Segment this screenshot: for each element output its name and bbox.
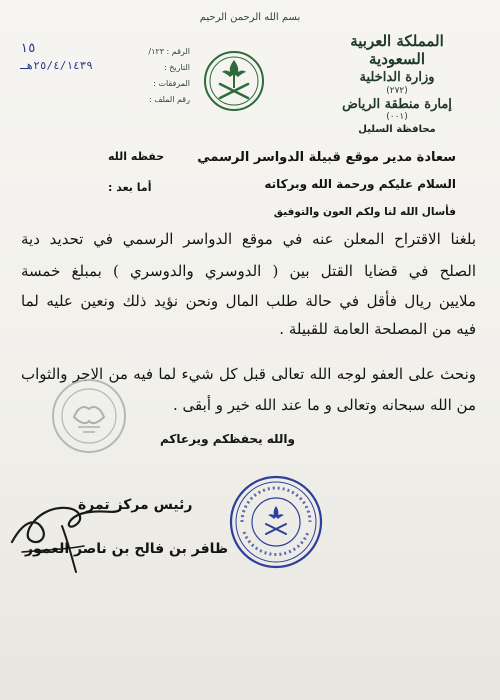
body-line: الصلح في قضايا القتل بين ( الدوسري والدوسري ) بمبلغ خمسة (21, 262, 476, 280)
body-line: ونحث على العفو لوجه الله تعالى قبل كل شيء لما فيه من الاجر والثواب (21, 365, 476, 383)
signatory-title: رئيس مركز تمرة (78, 497, 193, 513)
emirate-code: (٠٠١) (386, 112, 408, 122)
date-label: التاريخ : (163, 63, 190, 72)
reference-block (20, 40, 190, 104)
greeting: السلام عليكم ورحمة الله وبركاته (264, 177, 456, 191)
amma-bad: أما بعد : (108, 181, 152, 194)
body-line: بلغنا الاقتراح المعلن عنه في موقع الدواسر الرسمي في تحديد دية (21, 230, 476, 248)
body-line: فيه من المصلحة العامة للقبيلة . (279, 320, 476, 338)
ministry-code: (٢٧٢) (386, 86, 408, 96)
closing-line: والله يحفظكم ويرعاكم (160, 432, 295, 446)
number-label: الرقم : ١٢٣/ (148, 47, 190, 56)
handwritten-signature-icon (2, 480, 132, 575)
official-stamp-icon (228, 474, 324, 570)
date-value: ٢٥/٤/١٤٣٩هـ (20, 59, 93, 72)
prayer-line: فأسال الله لنا ولكم العون والتوفيق (273, 206, 456, 218)
body-line: من الله سبحانه وتعالى و ما عند الله خير و أبقى . (173, 396, 476, 414)
attachments-label: المرفقات : (153, 79, 190, 88)
honorific: حفظه الله (108, 150, 165, 163)
governorate-name: محافظة السليل (358, 124, 436, 135)
tribe-seal-icon (50, 377, 128, 455)
number-value: ١٥ (20, 41, 36, 56)
emirate-name: إمارة منطقة الرياض (342, 97, 452, 112)
letterhead (322, 32, 472, 135)
file-number-label: رقم الملف : (148, 95, 190, 104)
signatory-name: ظافر بن فالح بن ناصر العمور (25, 541, 229, 557)
addressee: سعادة مدير موقع قبيلة الدواسر الرسمي (197, 150, 456, 165)
body-line: ملايين ريال فأقل في حالة طلب المال ونحن نؤيد ذلك ونعين عليه لما (21, 292, 476, 310)
saudi-emblem-icon (203, 50, 265, 112)
bismillah: بسم الله الرحمن الرحيم (199, 12, 301, 23)
ministry-name: وزارة الداخلية (359, 70, 435, 85)
kingdom-name: المملكة العربية السعودية (350, 32, 444, 68)
